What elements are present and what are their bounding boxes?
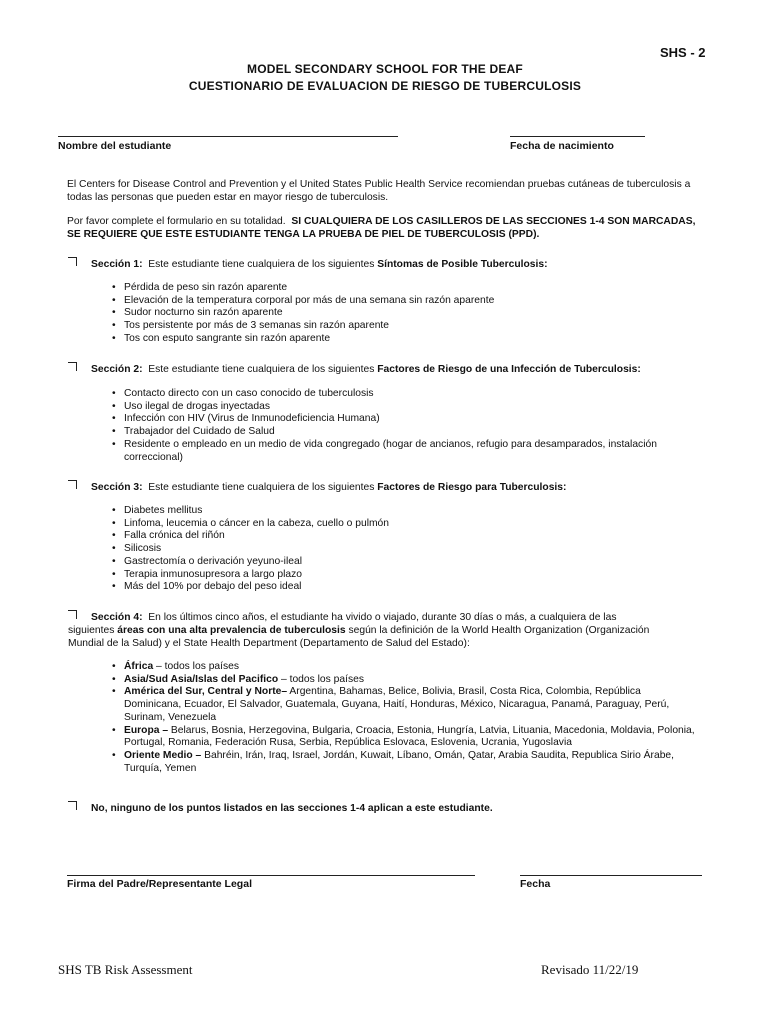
list-item: • Sudor nocturno sin razón aparente <box>112 307 712 320</box>
section-1-list <box>112 282 712 346</box>
list-item: • Linfoma, leucemia o cáncer en la cabeza, cuello o pulmón <box>112 518 712 531</box>
list-item: • Tos con esputo sangrante sin razón aparente <box>112 333 712 346</box>
list-item: • Tos persistente por más de 3 semanas sin razón aparente <box>112 320 712 333</box>
section-4-text-b: según la definición de la World Health Organization (Organización Mundial de la Salud) y el State Health Department (Departamento de Salud del Estado): <box>68 625 650 649</box>
region-name: África <box>124 661 154 672</box>
section-4-list <box>112 661 697 775</box>
list-item <box>112 661 697 674</box>
section-1-title: Síntomas de Posible Tuberculosis: <box>377 259 548 270</box>
section-4-checkbox[interactable] <box>68 610 77 619</box>
list-item: • Contacto directo con un caso conocido de tuberculosis <box>112 388 712 401</box>
section-2-text: Este estudiante tiene cualquiera de los siguientes <box>148 364 375 375</box>
list-item <box>112 674 697 687</box>
list-item: • Silicosis <box>112 543 712 556</box>
region-countries: Belarus, Bosnia, Herzegovina, Bulgaria, Croacia, Estonia, Hungría, Latvia, Lituania, Macedonia, Moldavia, Polonia, Portugal, Romania, Federación Rusa, Serbia, República Eslovaca, Eslovenia, Ucrania, Yugoslavia <box>124 724 695 749</box>
section-3-checkbox[interactable] <box>68 480 77 489</box>
section-2-title: Factores de Riesgo de una Infección de Tuberculosis: <box>377 364 641 375</box>
section-2-checkbox[interactable] <box>68 362 77 371</box>
none-option-label: No, ninguno de los puntos listados en las secciones 1-4 aplican a este estudiante. <box>91 803 493 814</box>
section-1-header <box>68 257 718 271</box>
region-countries: – todos los países <box>153 661 240 672</box>
signature-date-label: Fecha <box>520 878 551 890</box>
list-item <box>112 686 697 724</box>
student-name-line[interactable] <box>58 136 398 137</box>
list-item: • Infección con HIV (Virus de Inmunodeficiencia Humana) <box>112 413 712 426</box>
section-4-header <box>68 610 683 650</box>
list-item: • Gastrectomía o derivación yeyuno-ileal <box>112 556 712 569</box>
section-3-title: Factores de Riesgo para Tuberculosis: <box>377 482 567 493</box>
instructions-warning: SI CUALQUIERA DE LOS CASILLEROS DE LAS SECCIONES 1-4 SON MARCADAS, SE REQUIERE QUE ESTE ESTUDIANTE TENGA LA PRUEBA DE PIEL DE TUBERCULOSIS (PPD). <box>67 216 696 240</box>
list-item: • Pérdida de peso sin razón aparente <box>112 282 712 295</box>
section-4-title: áreas con una alta prevalencia de tuberculosis <box>117 625 346 636</box>
list-item <box>112 750 697 775</box>
list-item: • Residente o empleado en un medio de vida congregado (hogar de ancianos, refugio para desamparados, instalación correccional) <box>112 439 712 464</box>
section-3-header <box>68 480 718 494</box>
section-3-label: Sección 3: <box>91 482 143 493</box>
signature-date-line[interactable] <box>520 875 702 876</box>
list-item: • Trabajador del Cuidado de Salud <box>112 426 712 439</box>
dob-label: Fecha de nacimiento <box>510 140 614 152</box>
none-option <box>68 801 718 815</box>
section-1-text: Este estudiante tiene cualquiera de los siguientes <box>148 259 375 270</box>
student-name-label: Nombre del estudiante <box>58 140 172 152</box>
parent-signature-label: Firma del Padre/Representante Legal <box>67 878 252 890</box>
section-1-label: Sección 1: <box>91 259 143 270</box>
region-name: Asia/Sud Asia/Islas del Pacifico <box>124 673 279 685</box>
footer-revision: Revisado 11/22/19 <box>541 962 639 977</box>
list-item <box>112 725 697 750</box>
instructions-paragraph <box>67 215 707 241</box>
section-2-label: Sección 2: <box>91 364 143 375</box>
section-2-list <box>112 388 712 464</box>
section-1-checkbox[interactable] <box>68 257 77 266</box>
list-item: • Diabetes mellitus <box>112 505 712 518</box>
intro-paragraph: El Centers for Disease Control and Prevention y el United States Public Health Service recomiendan pruebas cutáneas de tuberculosis a todas las personas que pueden estar en mayor riesgo de tuberculosis. <box>67 179 691 203</box>
region-name: Europa – <box>124 724 169 736</box>
region-countries: Bahréin, Irán, Iraq, Israel, Jordán, Kuwait, Líbano, Omán, Qatar, Arabia Saudita, Republica Sirio Árabe, Turquía, Yemen <box>124 749 675 774</box>
list-item: • Elevación de la temperatura corporal por más de una semana sin razón aparente <box>112 295 712 308</box>
section-2-header <box>68 362 718 376</box>
form-title: CUESTIONARIO DE EVALUACION DE RIESGO DE TUBERCULOSIS <box>188 79 582 93</box>
region-name: América del Sur, Central y Norte– <box>124 686 288 698</box>
list-item: • Uso ilegal de drogas inyectadas <box>112 401 712 414</box>
section-4-label: Sección 4: <box>91 612 143 623</box>
form-code: SHS - 2 <box>660 45 706 60</box>
none-checkbox[interactable] <box>68 801 77 810</box>
region-countries: Argentina, Bahamas, Belice, Bolivia, Brasil, Costa Rica, Colombia, República Dominicana, Ecuador, El Salvador, Guatemala, Guyana, Haití, Honduras, México, Nicaragua, Panamá, Paraguay, Perú, Surinam, Venezuela <box>124 686 670 723</box>
list-item: • Más del 10% por debajo del peso ideal <box>112 581 712 594</box>
list-item: • Falla crónica del riñón <box>112 530 712 543</box>
section-3-list <box>112 505 712 594</box>
section-4-text: En los últimos cinco años, el estudiante ha vivido o viajado, durante 30 días o más, a cualquiera de las siguientes <box>68 612 617 636</box>
instructions-text: Por favor complete el formulario en su totalidad. <box>67 216 286 227</box>
dob-line[interactable] <box>510 136 645 137</box>
footer-form-name: SHS TB Risk Assessment <box>58 962 193 977</box>
section-3-text: Este estudiante tiene cualquiera de los siguientes <box>148 482 375 493</box>
school-title: MODEL SECONDARY SCHOOL FOR THE DEAF <box>247 62 523 76</box>
list-item: • Terapia inmunosupresora a largo plazo <box>112 569 712 582</box>
parent-signature-line[interactable] <box>67 875 475 876</box>
region-countries: – todos los países <box>278 673 364 685</box>
region-name: Oriente Medio – <box>124 749 202 761</box>
